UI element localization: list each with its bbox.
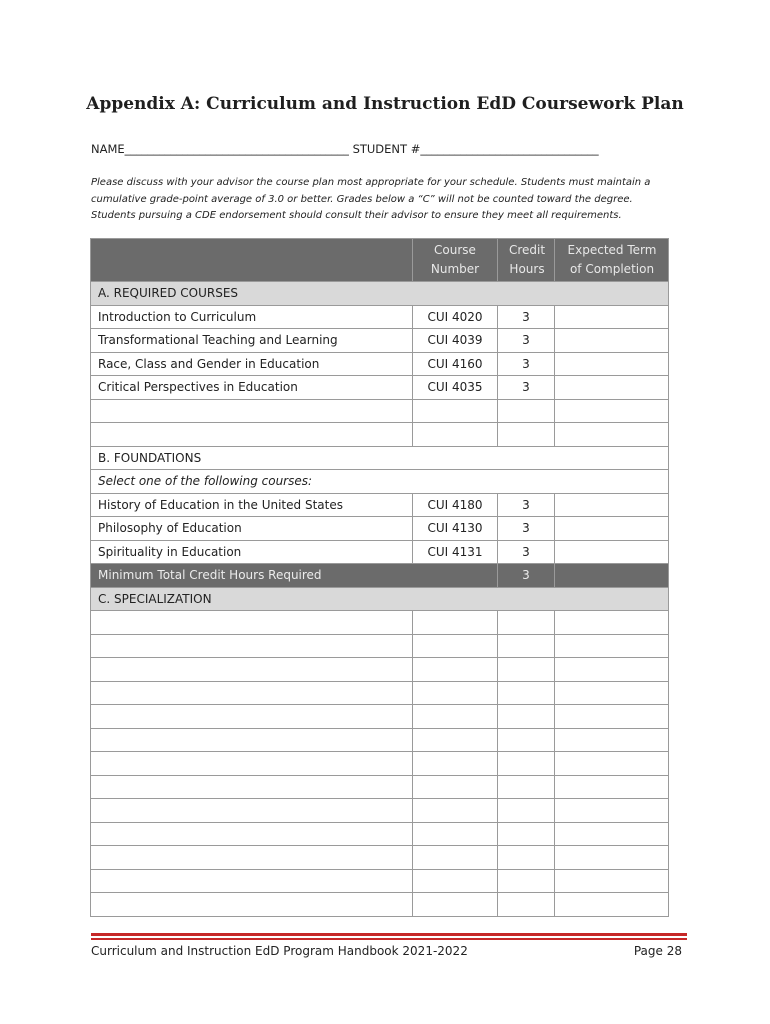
footer-rule-bottom <box>91 938 687 940</box>
table-row <box>91 376 669 400</box>
course-number: CUI 4039 <box>413 329 498 353</box>
course-name: Race, Class and Gender in Education <box>91 352 413 376</box>
blank-cell[interactable] <box>498 893 555 917</box>
course-name: History of Education in the United States <box>91 493 413 517</box>
table-row-blank <box>91 893 669 917</box>
section-label-required: A. REQUIRED COURSES <box>91 282 669 306</box>
instructions-text: Please discuss with your advisor the course plan most appropriate for your schedule. Students must maintain a cumulative grade-point average of 3.0 or better. Grades below a “C” will not be counted toward the degree. Students pursuing a CDE endorsement should consult their advisor to ensure they meet all requirements. <box>91 177 651 221</box>
blank-cell[interactable] <box>413 658 498 682</box>
header-course-number-label: Course Number <box>430 243 480 276</box>
blank-cell[interactable] <box>91 869 413 893</box>
credit-hours: 3 <box>498 517 555 541</box>
blank-cell[interactable] <box>413 869 498 893</box>
name-student-line: NAME_______________________________________ STUDENT #_______________________________ <box>91 142 599 156</box>
expected-term-cell[interactable] <box>555 352 669 376</box>
blank-cell[interactable] <box>91 822 413 846</box>
expected-term-cell[interactable] <box>555 329 669 353</box>
section-row-specialization <box>91 587 669 611</box>
blank-cell[interactable] <box>498 822 555 846</box>
blank-cell[interactable] <box>555 728 669 752</box>
blank-cell[interactable] <box>91 893 413 917</box>
table-row-blank <box>91 822 669 846</box>
blank-cell[interactable] <box>555 423 669 447</box>
total-hours-row <box>91 564 669 588</box>
blank-cell[interactable] <box>498 611 555 635</box>
blank-cell[interactable] <box>555 399 669 423</box>
course-name: Transformational Teaching and Learning <box>91 329 413 353</box>
blank-cell[interactable] <box>498 423 555 447</box>
expected-term-cell[interactable] <box>555 305 669 329</box>
course-name: Spirituality in Education <box>91 540 413 564</box>
table-row <box>91 329 669 353</box>
blank-cell[interactable] <box>555 775 669 799</box>
specialization-rows <box>91 611 669 917</box>
section-label-specialization: C. SPECIALIZATION <box>91 587 669 611</box>
blank-cell[interactable] <box>413 399 498 423</box>
table-row-blank <box>91 634 669 658</box>
table-row-blank <box>91 681 669 705</box>
table-row-blank <box>91 752 669 776</box>
blank-cell[interactable] <box>91 752 413 776</box>
table-row-blank <box>91 611 669 635</box>
blank-cell[interactable] <box>555 705 669 729</box>
blank-cell[interactable] <box>413 681 498 705</box>
section-row-required <box>91 282 669 306</box>
page-title: Appendix A: Curriculum and Instruction EdD Coursework Plan <box>86 94 684 114</box>
table-row <box>91 493 669 517</box>
blank-cell[interactable] <box>413 634 498 658</box>
course-number: CUI 4131 <box>413 540 498 564</box>
blank-cell[interactable] <box>91 634 413 658</box>
course-name: Philosophy of Education <box>91 517 413 541</box>
course-number: CUI 4020 <box>413 305 498 329</box>
blank-cell[interactable] <box>498 869 555 893</box>
header-credit-hours <box>498 239 555 282</box>
table-row-blank <box>91 399 669 423</box>
course-number: CUI 4160 <box>413 352 498 376</box>
table-header-row <box>91 239 669 282</box>
blank-cell[interactable] <box>91 423 413 447</box>
blank-cell[interactable] <box>555 869 669 893</box>
blank-cell[interactable] <box>91 775 413 799</box>
blank-cell[interactable] <box>91 658 413 682</box>
footer-page-number: Page 28 <box>633 944 682 958</box>
course-name: Critical Perspectives in Education <box>91 376 413 400</box>
total-hours-term-cell <box>555 564 669 588</box>
coursework-plan-table <box>90 238 669 917</box>
blank-cell[interactable] <box>91 705 413 729</box>
blank-cell[interactable] <box>498 799 555 823</box>
blank-cell[interactable] <box>498 658 555 682</box>
blank-cell[interactable] <box>498 681 555 705</box>
expected-term-cell[interactable] <box>555 376 669 400</box>
section-row-foundations <box>91 446 669 470</box>
header-credit-hours-label: Credit Hours <box>508 243 546 276</box>
blank-cell[interactable] <box>555 846 669 870</box>
blank-cell[interactable] <box>91 728 413 752</box>
table-row-blank <box>91 658 669 682</box>
blank-cell[interactable] <box>413 822 498 846</box>
course-number: CUI 4035 <box>413 376 498 400</box>
expected-term-cell[interactable] <box>555 517 669 541</box>
total-hours-value: 3 <box>498 564 555 588</box>
footer-handbook-title: Curriculum and Instruction EdD Program Handbook 2021-2022 <box>91 944 468 958</box>
blank-cell[interactable] <box>413 752 498 776</box>
blank-cell[interactable] <box>413 775 498 799</box>
blank-cell[interactable] <box>413 799 498 823</box>
expected-term-cell[interactable] <box>555 493 669 517</box>
blank-cell[interactable] <box>498 705 555 729</box>
header-course-number <box>413 239 498 282</box>
table-row-blank <box>91 728 669 752</box>
header-expected-term-label: Expected Term of Completion <box>567 243 657 276</box>
blank-cell[interactable] <box>413 705 498 729</box>
table-row <box>91 540 669 564</box>
table-row-blank <box>91 775 669 799</box>
table-row-blank <box>91 799 669 823</box>
credit-hours: 3 <box>498 352 555 376</box>
blank-cell[interactable] <box>413 611 498 635</box>
blank-cell[interactable] <box>498 846 555 870</box>
blank-cell[interactable] <box>555 634 669 658</box>
credit-hours: 3 <box>498 329 555 353</box>
credit-hours: 3 <box>498 305 555 329</box>
blank-cell[interactable] <box>555 822 669 846</box>
section-label-foundations: B. FOUNDATIONS <box>91 446 669 470</box>
credit-hours: 3 <box>498 493 555 517</box>
table-row-blank <box>91 846 669 870</box>
blank-cell[interactable] <box>498 634 555 658</box>
blank-cell[interactable] <box>498 775 555 799</box>
foundations-note: Select one of the following courses: <box>91 470 669 494</box>
blank-cell[interactable] <box>91 611 413 635</box>
blank-cell[interactable] <box>555 658 669 682</box>
table-row-blank <box>91 705 669 729</box>
blank-cell[interactable] <box>91 846 413 870</box>
blank-cell[interactable] <box>555 752 669 776</box>
blank-cell[interactable] <box>498 728 555 752</box>
footer-rule-top <box>91 933 687 936</box>
table-row-blank <box>91 423 669 447</box>
blank-cell[interactable] <box>555 893 669 917</box>
total-hours-label: Minimum Total Credit Hours Required <box>91 564 498 588</box>
table-row <box>91 305 669 329</box>
blank-cell[interactable] <box>555 611 669 635</box>
course-number: CUI 4180 <box>413 493 498 517</box>
blank-cell[interactable] <box>498 752 555 776</box>
credit-hours: 3 <box>498 376 555 400</box>
table-row <box>91 352 669 376</box>
blank-cell[interactable] <box>91 799 413 823</box>
credit-hours: 3 <box>498 540 555 564</box>
expected-term-cell[interactable] <box>555 540 669 564</box>
blank-cell[interactable] <box>413 728 498 752</box>
table-row-blank <box>91 869 669 893</box>
header-course-name <box>91 239 413 282</box>
blank-cell[interactable] <box>413 846 498 870</box>
course-name: Introduction to Curriculum <box>91 305 413 329</box>
blank-cell[interactable] <box>91 399 413 423</box>
blank-cell[interactable] <box>413 893 498 917</box>
header-expected-term <box>555 239 669 282</box>
blank-cell[interactable] <box>555 681 669 705</box>
blank-cell[interactable] <box>91 681 413 705</box>
foundations-note-row <box>91 470 669 494</box>
blank-cell[interactable] <box>498 399 555 423</box>
course-number: CUI 4130 <box>413 517 498 541</box>
blank-cell[interactable] <box>413 423 498 447</box>
blank-cell[interactable] <box>555 799 669 823</box>
table-row <box>91 517 669 541</box>
